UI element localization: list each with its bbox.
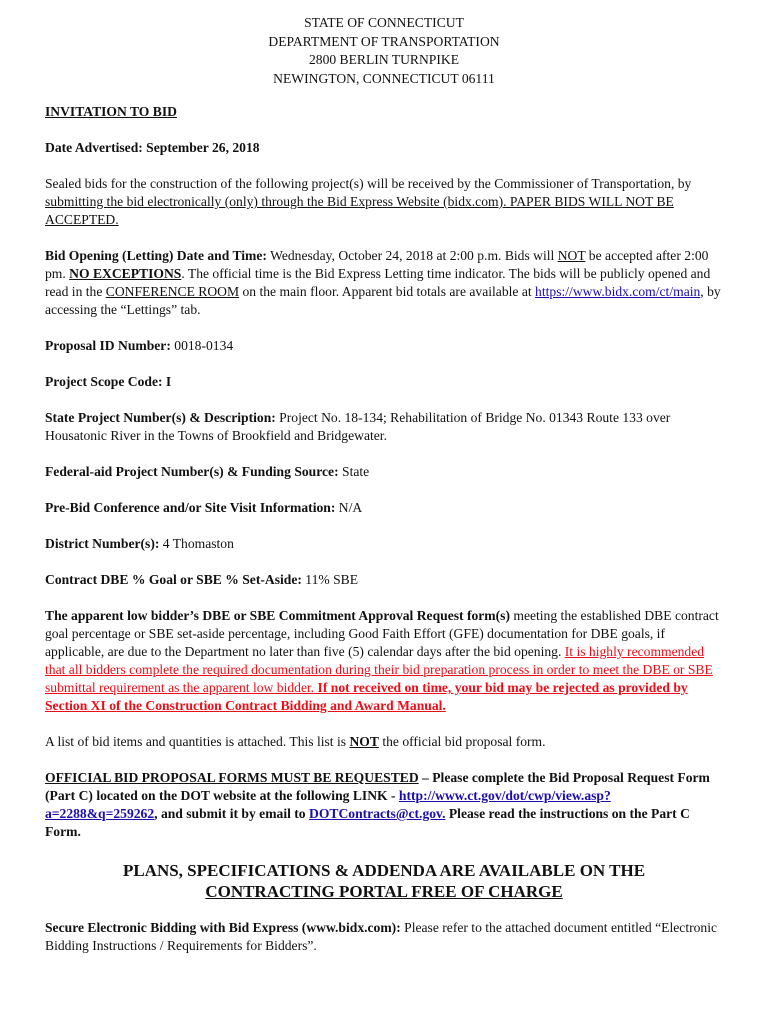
bid-opening-text-c: . The official time is the Bid Express Letting time indicator. The bids will be publicly opened and read in the [45,266,711,299]
proposal-id-label: Proposal ID Number: [45,338,171,353]
pre-bid-label: Pre-Bid Conference and/or Site Visit Information: [45,500,336,515]
state-project [45,409,723,445]
project-scope-label: Project Scope Code: I [45,374,172,389]
official-forms-text-a: – Please complete the Bid Proposal Request Form (Part C) located on the DOT website at the following LINK - [45,770,710,803]
date-advertised [45,139,723,157]
low-bidder-text: meeting the established DBE contract goal percentage or SBE set-aside percentage, including Good Faith Effort (GFE) documentation for DBE goals, if applicable, are due to the Department no later than five (5) calendar days after the bid opening. [45,608,719,659]
page-title: INVITATION TO BID [45,104,177,119]
bid-opening-text-e: , by accessing the “Lettings” tab. [45,284,721,317]
dbe-goal-label: Contract DBE % Goal or SBE % Set-Aside: [45,572,302,587]
bid-list-text-a: A list of bid items and quantities is attached. This list is [45,734,350,749]
bid-opening-text-d: on the main floor. Apparent bid totals are available at [239,284,536,299]
pre-bid-conference [45,499,723,517]
document-page [45,14,723,955]
bid-list-not: NOT [349,734,379,749]
no-exceptions: NO EXCEPTIONS [69,266,182,281]
secure-bidding-label: Secure Electronic Bidding with Bid Express (www.bidx.com): [45,920,401,935]
project-scope [45,373,723,391]
letterhead [45,14,723,88]
date-advertised-text: Date Advertised: September 26, 2018 [45,140,260,155]
bid-list-text-b: the official bid proposal form. [378,734,546,749]
dbe-goal-value: 11% SBE [301,572,359,587]
bid-opening-paragraph [45,247,723,319]
federal-aid [45,463,723,481]
recommendation-warning: It is highly recommended that all bidders complete the required documentation during their bid preparation process in order to meet the DBE or SBE submittal requirement as the apparent low bidder. [45,644,713,695]
bid-list-note [45,733,723,751]
secure-bidding [45,919,723,955]
bid-opening-not: NOT [557,248,586,263]
rejection-warning: If not received on time, your bid may be rejected as provided by Section XI of the Construction Contract Bidding and Award Manual. [45,680,688,713]
federal-aid-value: State [338,464,370,479]
official-forms-text-b: , and submit it by email to [154,806,309,821]
secure-bidding-value: Please refer to the attached document entitled “Electronic Bidding Instructions / Requirements for Bidders”. [45,920,718,953]
conference-room: CONFERENCE ROOM [105,284,240,299]
bidx-lettings-link[interactable]: https://www.bidx.com/ct/main [535,284,701,299]
proposal-id [45,337,723,355]
header-line-city: NEWINGTON, CONNECTICUT 06111 [273,70,495,86]
official-forms-text-c: Please read the instructions on the Part C Form. [45,806,690,839]
bid-opening-text-b: be accepted after 2:00 pm. [45,248,709,281]
dbe-goal [45,571,723,589]
district-number [45,535,723,553]
state-project-label: State Project Number(s) & Description: [45,410,276,425]
dot-contracts-email-link[interactable]: DOTContracts@ct.gov. [309,806,446,821]
district-value: 4 Thomaston [159,536,234,551]
bid-opening-text-a: Wednesday, October 24, 2018 at 2:00 p.m. Bids will [266,248,558,263]
dot-bid-form-link[interactable]: http://www.ct.gov/dot/cwp/view.asp?a=2288&q=259262 [45,788,611,821]
low-bidder-label: The apparent low bidder’s DBE or SBE Commitment Approval Request form(s) [45,608,510,623]
header-line-street: 2800 BERLIN TURNPIKE [308,52,460,67]
plans-heading [45,860,723,902]
district-label: District Number(s): [45,536,160,551]
state-project-value: Project No. 18-134; Rehabilitation of Bridge No. 01343 Route 133 over Housatonic River in the Towns of Brookfield and Bridgewater. [45,410,671,443]
sealed-bids-text: Sealed bids for the construction of the following project(s) will be received by the Commissioner of Transportation, by [45,176,692,191]
plans-heading-line2: CONTRACTING PORTAL FREE OF CHARGE [205,882,563,901]
sealed-bids-underlined: submitting the bid electronically (only) through the Bid Express Website (bidx.com). PAPER BIDS WILL NOT BE ACCEPTED. [45,194,674,227]
header-line-department: DEPARTMENT OF TRANSPORTATION [268,33,500,49]
low-bidder-paragraph [45,607,723,715]
plans-heading-line1: PLANS, SPECIFICATIONS & ADDENDA ARE AVAILABLE ON THE [122,861,646,880]
bid-opening-label: Bid Opening (Letting) Date and Time: [45,248,267,263]
official-forms-paragraph [45,769,723,841]
header-line-state: STATE OF CONNECTICUT [304,15,464,30]
federal-aid-label: Federal-aid Project Number(s) & Funding Source: [45,464,339,479]
proposal-id-value: 0018-0134 [170,338,234,353]
pre-bid-value: N/A [335,500,363,515]
official-forms-heading: OFFICIAL BID PROPOSAL FORMS MUST BE REQUESTED [45,770,419,785]
sealed-bids-paragraph [45,175,723,229]
